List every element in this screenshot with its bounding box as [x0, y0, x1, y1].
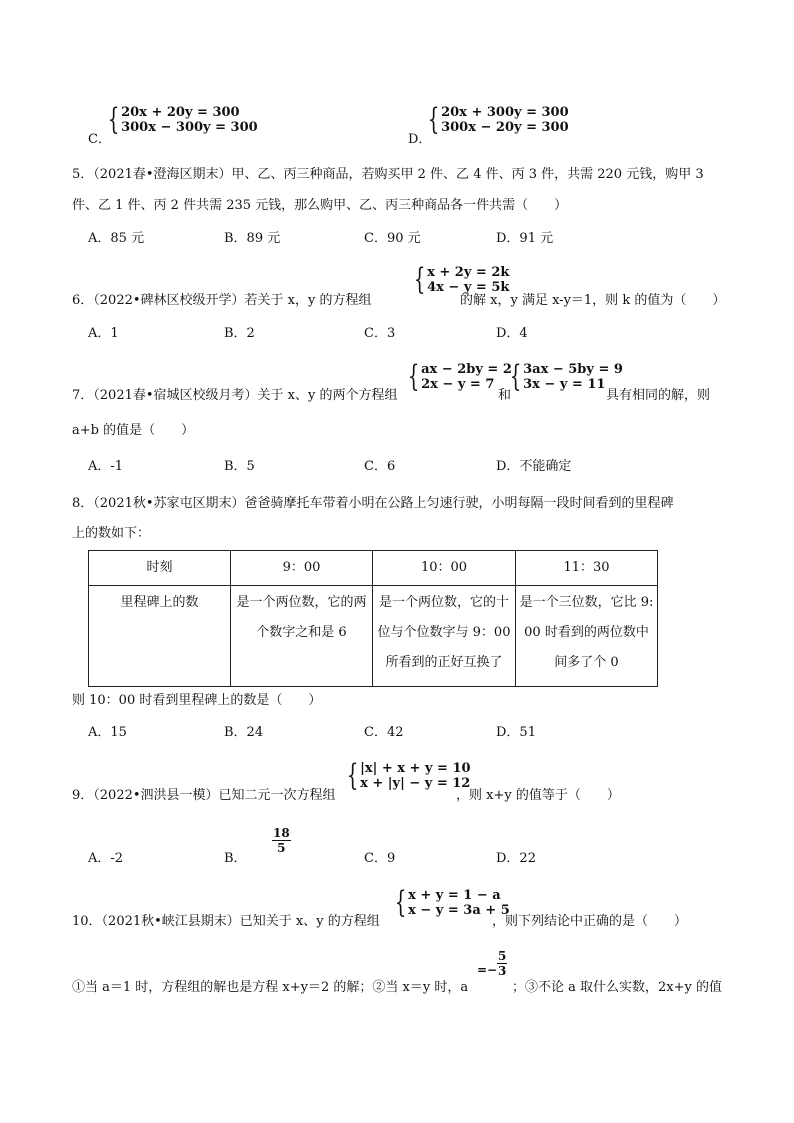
cell-line: 是一个两位数，它的十	[378, 595, 509, 610]
q9-option-b: B．	[224, 851, 247, 866]
q7-sys1-eq1: ax − 2by = 2	[421, 362, 512, 377]
q7-option-c: C．6	[364, 459, 396, 474]
brace-icon: {	[346, 758, 359, 793]
q7-sys2-eq1: 3ax − 5by = 9	[523, 362, 623, 377]
cell-line: 所看到的正好互换了	[385, 655, 503, 670]
q10-line2-part2: ；③不论 a 取什么实数，2x+y 的值	[512, 980, 722, 995]
fraction-numerator: 18	[273, 826, 290, 840]
q4-c-eq2: 300x − 300y = 300	[121, 120, 258, 135]
q4-d-eq2: 300x − 20y = 300	[441, 120, 569, 135]
q10-prefix: 10．（2021秋•峡江县期末）已知关于 x、y 的方程组	[72, 914, 380, 929]
table-cell-1130	[516, 586, 658, 687]
q7-system-1	[404, 359, 512, 394]
brace-icon: {	[107, 102, 120, 137]
fraction-numerator: 5	[498, 949, 507, 963]
q8-option-d: D．51	[496, 725, 536, 740]
q9-suffix: ，则 x+y 的值等于（ ）	[456, 788, 620, 803]
q8-line1: 8．（2021秋•苏家屯区期末）爸爸骑摩托车带着小明在公路上匀速行驶，小明每隔一段时间看到的里程碑	[72, 496, 674, 511]
cell-line: 间多了个 0	[554, 655, 619, 670]
q5-option-c: C．90 元	[364, 231, 421, 246]
table-row-label: 里程碑上的数	[89, 586, 231, 687]
q9-option-c: C．9	[364, 851, 396, 866]
q7-option-d: D．不能确定	[496, 459, 572, 474]
q5-line2: 件、乙 1 件、丙 2 件共需 235 元钱，那么购甲、乙、丙三种商品各一件共需（ ）	[72, 198, 568, 213]
cell-line: 是一个三位数，它比 9:	[519, 595, 654, 610]
q9-option-d: D．22	[496, 851, 536, 866]
q5-option-b: B．89 元	[224, 231, 281, 246]
q5-line1: 5．（2021春•澄海区期末）甲、乙、丙三种商品，若购买甲 2 件、乙 4 件、丙 3 件，共需 220 元钱，购甲 3	[72, 167, 704, 182]
q4-d-eq1: 20x + 300y = 300	[441, 105, 569, 120]
q4-option-d-system	[424, 102, 569, 137]
q9-system	[343, 758, 471, 793]
table-cell-900	[231, 586, 373, 687]
q7-sys2-eq2: 3x − y = 11	[523, 377, 606, 392]
fraction-denominator: 3	[498, 964, 507, 978]
q6-option-a: A．1	[88, 326, 119, 341]
q9-eq1: |x| + x + y = 10	[360, 761, 471, 776]
brace-icon: {	[509, 359, 522, 394]
milestone-table	[88, 550, 658, 687]
q4-option-c-system	[104, 102, 258, 137]
q5-option-d: D．91 元	[496, 231, 554, 246]
q6-eq1: x + 2y = 2k	[427, 265, 510, 280]
brace-icon: {	[427, 102, 440, 137]
q7-and: 和	[498, 388, 512, 403]
q6-eq2: 4x − y = 5k	[427, 280, 510, 295]
cell-line: 是一个两位数，它的两	[236, 595, 367, 610]
cell-line: 个数字之和是 6	[256, 625, 347, 640]
table-header-cell: 9：00	[231, 551, 373, 586]
cell-line: 位与个位数字与 9：00	[377, 625, 511, 640]
q8-question: 则 10：00 时看到里程碑上的数是（ ）	[72, 693, 322, 708]
q6-prefix: 6．（2022•碑林区校级开学）若关于 x，y 的方程组	[72, 293, 372, 308]
table-row	[89, 586, 658, 687]
q10-fraction	[497, 949, 507, 978]
q10-eq1: x + y = 1 − a	[408, 888, 501, 903]
brace-icon: {	[407, 359, 420, 394]
q10-eq2: x − y = 3a + 5	[408, 903, 510, 918]
q7-sys1-eq2: 2x − y = 7	[421, 377, 495, 392]
q4-option-d-label: D．	[408, 132, 432, 147]
fraction-denominator: 5	[277, 841, 286, 855]
q7-line2: a+b 的值是（ ）	[72, 423, 195, 438]
q8-option-c: C．42	[364, 725, 404, 740]
q5-option-a: A．85 元	[88, 231, 145, 246]
table-header-cell: 11：30	[516, 551, 658, 586]
q8-line2: 上的数如下：	[72, 526, 151, 541]
q8-option-a: A．15	[88, 725, 127, 740]
table-header-row	[89, 551, 658, 586]
q7-prefix: 7．（2021春•宿城区校级月考）关于 x、y 的两个方程组	[72, 388, 398, 403]
table-header-cell: 10：00	[373, 551, 516, 586]
table-cell-1000	[373, 586, 516, 687]
q6-option-b: B．2	[224, 326, 255, 341]
q7-option-b: B．5	[224, 459, 255, 474]
q7-option-a: A．-1	[88, 459, 124, 474]
q9-prefix: 9．（2022•泗洪县一模）已知二元一次方程组	[72, 788, 336, 803]
q6-system	[410, 262, 510, 297]
table-header-cell: 时刻	[89, 551, 231, 586]
q4-c-eq1: 20x + 20y = 300	[121, 105, 240, 120]
q10-line2-part1: ①当 a＝1 时，方程组的解也是方程 x+y＝2 的解；②当 x＝y 时，a	[72, 980, 469, 995]
q9-option-a: A．-2	[88, 851, 124, 866]
q10-suffix: ，则下列结论中正确的是（ ）	[492, 914, 688, 929]
q7-suffix: 具有相同的解，则	[606, 388, 711, 403]
q9-option-b-fraction	[272, 826, 291, 855]
q6-suffix: 的解 x，y 满足 x-y＝1，则 k 的值为（ ）	[460, 293, 726, 308]
cell-line: 00 时看到的两位数中	[524, 625, 649, 640]
q6-option-d: D．4	[496, 326, 528, 341]
brace-icon: {	[413, 262, 426, 297]
q6-option-c: C．3	[364, 326, 396, 341]
q4-option-c-label: C．	[88, 132, 111, 147]
q8-option-b: B．24	[224, 725, 264, 740]
brace-icon: {	[394, 885, 407, 920]
q10-frac-equals: =−	[477, 963, 498, 977]
q9-eq2: x + |y| − y = 12	[360, 776, 471, 791]
